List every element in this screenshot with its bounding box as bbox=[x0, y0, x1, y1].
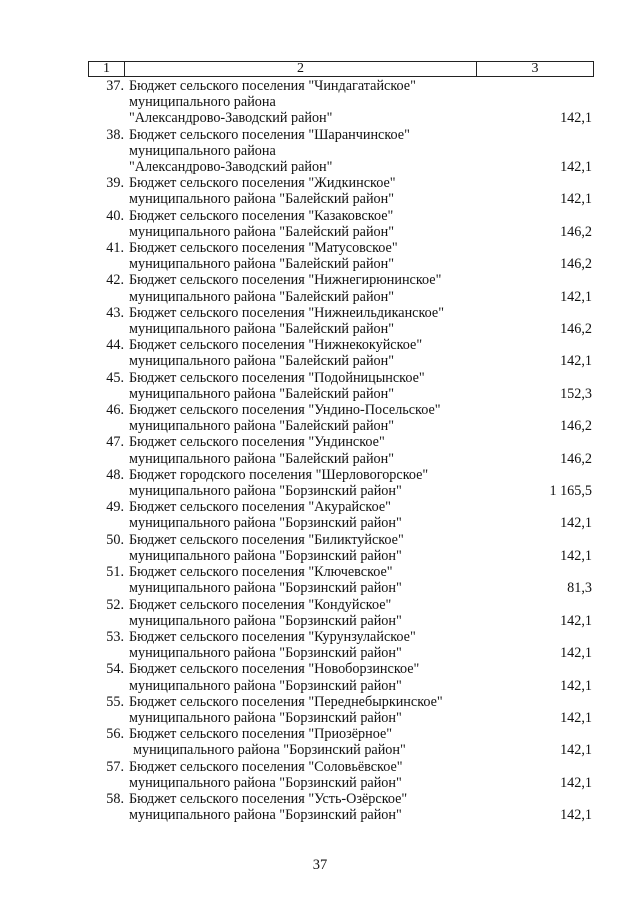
row-description bbox=[129, 272, 474, 304]
description-line: муниципального района "Борзинский район" bbox=[129, 580, 402, 597]
row-amount: 142,1 bbox=[560, 645, 592, 662]
row-amount: 142,1 bbox=[560, 353, 592, 370]
description-line: муниципального района "Балейский район" bbox=[129, 256, 395, 273]
row-number: 56. bbox=[106, 726, 124, 743]
description-line: Бюджет сельского поселения "Нижнекокуйское" bbox=[129, 337, 423, 354]
table-row bbox=[0, 78, 640, 127]
table-body bbox=[0, 78, 640, 823]
row-amount: 142,1 bbox=[560, 110, 592, 127]
row-amount: 142,1 bbox=[560, 159, 592, 176]
row-number: 41. bbox=[106, 240, 124, 257]
row-number: 55. bbox=[106, 693, 124, 710]
table-row bbox=[0, 532, 640, 564]
row-description bbox=[129, 305, 474, 337]
description-line: муниципального района "Борзинский район" bbox=[129, 547, 402, 564]
description-line: муниципального района "Балейский район" bbox=[129, 418, 395, 435]
table-row bbox=[0, 305, 640, 337]
row-number: 50. bbox=[106, 531, 124, 548]
row-amount: 146,2 bbox=[560, 321, 592, 338]
row-amount: 142,1 bbox=[560, 709, 592, 726]
row-amount: 1 165,5 bbox=[549, 483, 592, 500]
table-row bbox=[0, 564, 640, 596]
description-line: Бюджет сельского поселения "Жидкинское" bbox=[129, 175, 396, 192]
description-line: Бюджет сельского поселения "Ключевское" bbox=[129, 564, 393, 581]
table-row bbox=[0, 175, 640, 207]
row-amount: 146,2 bbox=[560, 418, 592, 435]
row-number: 47. bbox=[106, 434, 124, 451]
row-number: 53. bbox=[106, 628, 124, 645]
row-number: 48. bbox=[106, 466, 124, 483]
description-line: муниципального района "Борзинский район" bbox=[129, 645, 402, 662]
description-line: Бюджет сельского поселения "Кондуйское" bbox=[129, 596, 392, 613]
column-3-header: 3 bbox=[531, 61, 539, 76]
description-line: "Александрово-Заводский район" bbox=[129, 159, 333, 176]
table-row bbox=[0, 337, 640, 369]
description-line: муниципального района "Борзинский район" bbox=[129, 515, 402, 532]
description-line: муниципального района "Борзинский район" bbox=[129, 677, 402, 694]
row-number: 39. bbox=[106, 175, 124, 192]
row-number: 42. bbox=[106, 272, 124, 289]
row-number: 45. bbox=[106, 369, 124, 386]
row-amount: 142,1 bbox=[560, 191, 592, 208]
row-description bbox=[129, 532, 474, 564]
table-row bbox=[0, 694, 640, 726]
description-line: муниципального района "Борзинский район" bbox=[129, 807, 402, 824]
description-line: Бюджет сельского поселения "Ундинское" bbox=[129, 434, 385, 451]
description-line: Бюджет сельского поселения "Нижнеильдиканское" bbox=[129, 304, 444, 321]
row-number: 43. bbox=[106, 304, 124, 321]
row-number: 37. bbox=[106, 78, 124, 94]
row-description bbox=[129, 791, 474, 823]
description-line: муниципального района bbox=[129, 142, 276, 159]
row-amount: 142,1 bbox=[560, 677, 592, 694]
table-row bbox=[0, 661, 640, 693]
row-description bbox=[129, 175, 474, 207]
table-row bbox=[0, 791, 640, 823]
row-description bbox=[129, 402, 474, 434]
description-line: Бюджет сельского поселения "Акурайское" bbox=[129, 499, 391, 516]
row-number: 46. bbox=[106, 402, 124, 419]
description-line: Бюджет сельского поселения "Новоборзинское" bbox=[129, 661, 420, 678]
description-line: муниципального района "Борзинский район" bbox=[129, 483, 402, 500]
table-header-row bbox=[88, 61, 594, 77]
description-line: муниципального района "Борзинский район" bbox=[129, 709, 402, 726]
description-line: муниципального района "Балейский район" bbox=[129, 321, 395, 338]
row-amount: 142,1 bbox=[560, 515, 592, 532]
description-line: муниципального района "Балейский район" bbox=[129, 191, 395, 208]
description-line: Бюджет сельского поселения "Нижнегирюнинское" bbox=[129, 272, 442, 289]
description-line: муниципального района "Борзинский район" bbox=[133, 742, 406, 759]
description-line: муниципального района "Борзинский район" bbox=[129, 774, 402, 791]
page-number: 37 bbox=[312, 857, 328, 873]
table-row bbox=[0, 726, 640, 758]
description-line: Бюджет сельского поселения "Переднебыркинское" bbox=[129, 693, 443, 710]
row-amount: 142,1 bbox=[560, 547, 592, 564]
row-description bbox=[129, 629, 474, 661]
table-row bbox=[0, 240, 640, 272]
row-number: 44. bbox=[106, 337, 124, 354]
description-line: Бюджет сельского поселения "Курунзулайское" bbox=[129, 628, 416, 645]
description-line: муниципального района "Балейский район" bbox=[129, 450, 395, 467]
row-amount: 146,2 bbox=[560, 450, 592, 467]
column-1-header: 1 bbox=[89, 62, 125, 76]
description-line: "Александрово-Заводский район" bbox=[129, 110, 333, 127]
table-row bbox=[0, 370, 640, 402]
row-description bbox=[129, 726, 474, 758]
description-line: Бюджет сельского поселения "Шаранчинское" bbox=[129, 126, 410, 143]
row-description bbox=[129, 78, 474, 127]
table-row bbox=[0, 629, 640, 661]
description-line: Бюджет сельского поселения "Матусовское" bbox=[129, 240, 398, 257]
row-amount: 81,3 bbox=[567, 580, 592, 597]
row-description bbox=[129, 759, 474, 791]
table-row bbox=[0, 402, 640, 434]
description-line: муниципального района "Балейский район" bbox=[129, 288, 395, 305]
description-line: муниципального района bbox=[129, 94, 276, 111]
row-description bbox=[129, 434, 474, 466]
description-line: Бюджет сельского поселения "Подойницынское" bbox=[129, 369, 425, 386]
description-line: Бюджет сельского поселения "Усть-Озёрское" bbox=[129, 790, 408, 807]
description-line: Бюджет сельского поселения "Биликтуйское" bbox=[129, 531, 404, 548]
row-amount: 152,3 bbox=[560, 385, 592, 402]
table-row bbox=[0, 272, 640, 304]
table-row bbox=[0, 759, 640, 791]
row-description bbox=[129, 127, 474, 176]
row-description bbox=[129, 661, 474, 693]
row-amount: 142,1 bbox=[560, 807, 592, 824]
row-number: 40. bbox=[106, 207, 124, 224]
row-description bbox=[129, 564, 474, 596]
row-description bbox=[129, 337, 474, 369]
row-number: 58. bbox=[106, 790, 124, 807]
table-row bbox=[0, 467, 640, 499]
description-line: муниципального района "Балейский район" bbox=[129, 385, 395, 402]
row-number: 38. bbox=[106, 126, 124, 143]
row-amount: 146,2 bbox=[560, 223, 592, 240]
table-row bbox=[0, 208, 640, 240]
description-line: Бюджет сельского поселения "Чиндагатайское" bbox=[129, 78, 416, 94]
row-number: 49. bbox=[106, 499, 124, 516]
description-line: Бюджет сельского поселения "Соловьёвское" bbox=[129, 758, 403, 775]
row-description bbox=[129, 499, 474, 531]
row-description bbox=[129, 208, 474, 240]
column-2-header: 2 bbox=[125, 62, 477, 76]
row-number: 57. bbox=[106, 758, 124, 775]
description-line: муниципального района "Борзинский район" bbox=[129, 612, 402, 629]
description-line: Бюджет сельского поселения "Казаковское" bbox=[129, 207, 394, 224]
description-line: Бюджет городского поселения "Шерловогорское" bbox=[129, 466, 429, 483]
row-amount: 142,1 bbox=[560, 774, 592, 791]
table-row bbox=[0, 499, 640, 531]
table-row bbox=[0, 434, 640, 466]
description-line: Бюджет сельского поселения "Ундино-Посельское" bbox=[129, 402, 441, 419]
row-amount: 142,1 bbox=[560, 612, 592, 629]
row-number: 54. bbox=[106, 661, 124, 678]
row-amount: 142,1 bbox=[560, 742, 592, 759]
table-row bbox=[0, 127, 640, 176]
row-number: 52. bbox=[106, 596, 124, 613]
row-description bbox=[129, 370, 474, 402]
row-amount: 142,1 bbox=[560, 288, 592, 305]
description-line: муниципального района "Балейский район" bbox=[129, 353, 395, 370]
description-line: муниципального района "Балейский район" bbox=[129, 223, 395, 240]
table-row bbox=[0, 597, 640, 629]
row-description bbox=[129, 597, 474, 629]
row-number: 51. bbox=[106, 564, 124, 581]
row-description bbox=[129, 240, 474, 272]
description-line: Бюджет сельского поселения "Приозёрное" bbox=[129, 726, 393, 743]
row-description bbox=[129, 467, 474, 499]
row-amount: 146,2 bbox=[560, 256, 592, 273]
row-description bbox=[129, 694, 474, 726]
